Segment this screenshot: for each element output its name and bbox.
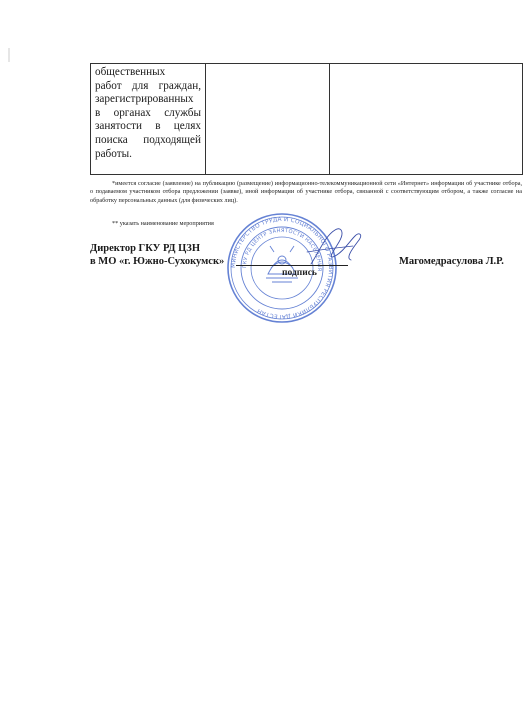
page-edge-mark: [8, 48, 10, 62]
signatory-title-line2: в МО «г. Южно-Сухокумск»: [90, 256, 225, 267]
footnote-consent: *имеется согласие (заявление) на публикацию (размещение) информационно-телекоммуникационной сети «Интернет» информации об участнике отбора, о подаваемом участником отбора предложении (заявке), иной информации об участнике отбора, связанной с соответствующим отбором, а также согласие на обработку персональных данных (для физических лиц).: [90, 180, 522, 204]
signatory-name: Магомедрасулова Л.Р.: [399, 256, 504, 267]
activity-table: [90, 63, 523, 175]
stamp-outer-text: МИНИСТЕРСТВО ТРУДА И СОЦИАЛЬНОГО РАЗВИТИЯ РЕСПУБЛИКИ ДАГЕСТАН: [230, 216, 334, 320]
signature-caption: подпись: [282, 268, 317, 278]
cell-text: общественных работ для граждан, зарегистрированных в органах службы занятости в целях поиска подходящей работы.: [95, 66, 201, 160]
table-cell-description: [91, 64, 206, 175]
signature-line: [236, 265, 348, 266]
signatory-title-line1: Директор ГКУ РД ЦЗН: [90, 243, 200, 254]
table-cell-empty: [206, 64, 330, 175]
stamp-inner-text: ГКУ РД ЦЕНТР ЗАНЯТОСТИ НАСЕЛЕНИЯ: [241, 227, 323, 272]
table-row: [91, 64, 523, 175]
footnote-activity: ** указать наименование мероприятия: [112, 220, 214, 227]
table-cell-empty: [330, 64, 523, 175]
